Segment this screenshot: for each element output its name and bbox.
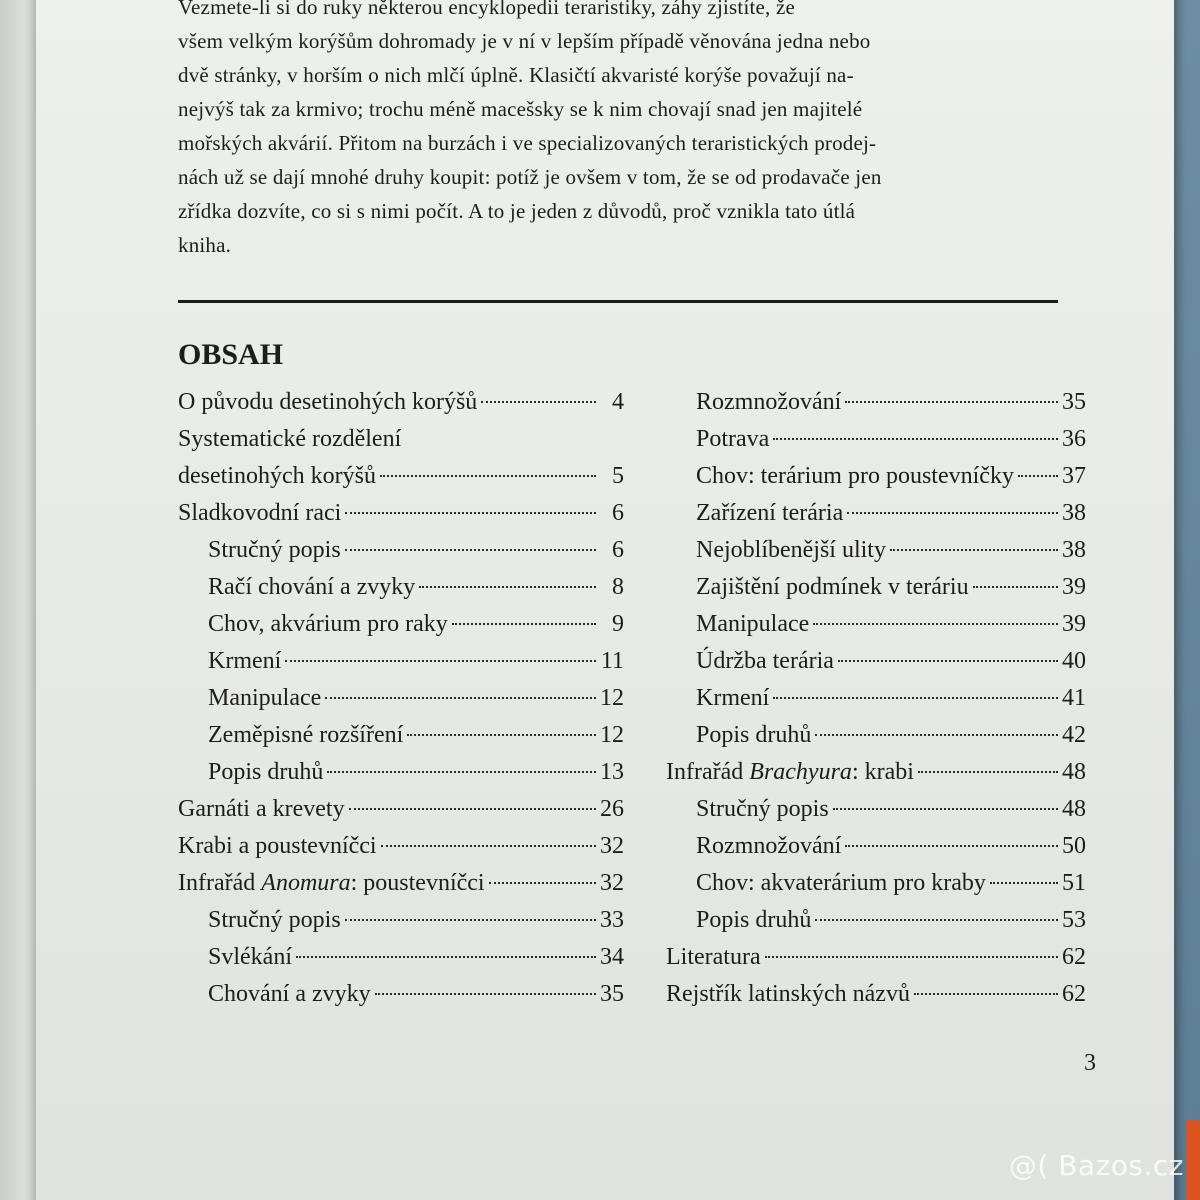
- intro-line: mořských akvárií. Přitom na burzách i ve specializovaných teraristických prodej-: [178, 131, 877, 155]
- toc-entry-title: Svlékání: [208, 944, 292, 970]
- toc-column-right: [666, 384, 1086, 1013]
- toc-page-number: 39: [1062, 611, 1086, 637]
- dot-leader: [914, 993, 1058, 995]
- dot-leader: [419, 586, 596, 588]
- toc-page-number: 40: [1062, 648, 1086, 674]
- toc-entry: [666, 680, 1086, 717]
- toc-entry-title: Rozmnožování: [696, 389, 842, 415]
- toc-page-number: 48: [1062, 759, 1086, 785]
- dot-leader: [375, 993, 596, 995]
- dot-leader: [296, 956, 596, 958]
- intro-line: nách už se dají mnohé druhy koupit: potíž je ovšem v tom, že se od prodavače jen: [178, 165, 882, 189]
- dot-leader: [381, 845, 596, 847]
- toc-entry: [666, 976, 1086, 1013]
- toc-entry-title: Popis druhů: [208, 759, 324, 785]
- toc-entry-title: Stručný popis: [208, 537, 341, 563]
- toc-entry: [178, 828, 624, 865]
- toc-page-number: 33: [600, 907, 624, 933]
- toc-entry: [178, 717, 624, 754]
- toc-entry-title: Zařízení terária: [696, 500, 844, 526]
- toc-entry-title: Stručný popis: [696, 796, 829, 822]
- dot-leader: [813, 623, 1058, 625]
- toc-entry: [666, 421, 1086, 458]
- toc-title-latin: Anomura: [261, 870, 351, 896]
- toc-entry-title: Manipulace: [208, 685, 322, 711]
- toc-page-number: 62: [1062, 944, 1086, 970]
- dot-leader: [773, 697, 1058, 699]
- toc-entry: [666, 754, 1086, 791]
- toc-entry: [666, 532, 1086, 569]
- toc-entry-title: Zajištění podmínek v teráriu: [696, 574, 969, 600]
- toc-page-number: 48: [1062, 796, 1086, 822]
- toc-title-prefix: Infrařád: [666, 759, 750, 785]
- intro-line: Vezmete-li si do ruky některou encyklopedii teraristiky, záhy zjistíte, že: [178, 0, 795, 19]
- toc-entry: [666, 495, 1086, 532]
- toc-page-number: 42: [1062, 722, 1086, 748]
- toc-entry-title: Krabi a poustevníčci: [178, 833, 377, 859]
- toc-entry-title: Garnáti a krevety: [178, 796, 345, 822]
- toc-entry: [178, 421, 624, 495]
- toc-entry-title: Rozmnožování: [696, 833, 842, 859]
- dot-leader: [349, 808, 596, 810]
- toc-page-number: 8: [612, 574, 624, 600]
- toc-page-number: 13: [600, 759, 624, 785]
- dot-leader: [815, 919, 1058, 921]
- toc-page-number: 53: [1062, 907, 1086, 933]
- dot-leader: [815, 734, 1058, 736]
- toc-entry: [666, 643, 1086, 680]
- toc-entry: [666, 717, 1086, 754]
- toc-page-number: 26: [600, 796, 624, 822]
- toc-entry-title: Chov: terárium pro poustevníčky: [696, 463, 1014, 489]
- dot-leader: [845, 401, 1058, 403]
- toc-entry: [666, 791, 1086, 828]
- toc-page-number: 50: [1062, 833, 1086, 859]
- dot-leader: [407, 734, 596, 736]
- toc-entry-title: Popis druhů: [696, 722, 812, 748]
- intro-line: dvě stránky, v horším o nich mlčí úplně. Klasičtí akvaristé korýše považují na-: [178, 63, 854, 87]
- toc-page-number: 35: [1062, 389, 1086, 415]
- toc-entry: [666, 569, 1086, 606]
- intro-line: zřídka dozvíte, co si s nimi počít. A to je jeden z důvodů, proč vznikla tato útlá: [178, 199, 856, 223]
- toc-entry: [666, 865, 1086, 902]
- toc-title-suffix: : krabi: [851, 759, 914, 785]
- toc-entry: [666, 939, 1086, 976]
- dot-leader: [918, 771, 1058, 773]
- dot-leader: [345, 549, 596, 551]
- page-number: 3: [1084, 1050, 1096, 1076]
- dot-leader: [833, 808, 1058, 810]
- toc-entry-title: Rejstřík latinských názvů: [666, 981, 910, 1007]
- dot-leader: [489, 882, 596, 884]
- toc-page-number: 9: [612, 611, 624, 637]
- toc-page-number: 37: [1062, 463, 1086, 489]
- toc-page-number: 62: [1062, 981, 1086, 1007]
- toc-page-number: 32: [600, 870, 624, 896]
- toc-entry-title: Zeměpisné rozšíření: [208, 722, 404, 748]
- toc-entry: [178, 680, 624, 717]
- toc-page-number: 38: [1062, 500, 1086, 526]
- toc-page-number: 11: [600, 648, 624, 674]
- toc-page-number: 6: [612, 500, 624, 526]
- toc-page-number: 41: [1062, 685, 1086, 711]
- toc-title-prefix: Infrařád: [178, 870, 262, 896]
- toc-entry-title: Sladkovodní raci: [178, 500, 342, 526]
- dot-leader: [345, 512, 596, 514]
- toc-page-number: 32: [600, 833, 624, 859]
- intro-line: kniha.: [178, 233, 232, 257]
- toc-entry-title: Krmení: [696, 685, 770, 711]
- dot-leader: [452, 623, 596, 625]
- toc-page-number: 12: [600, 685, 624, 711]
- toc-entry-title: Stručný popis: [208, 907, 341, 933]
- intro-line: nejvýš tak za krmivo; trochu méně macešsky se k nim chovají snad jen majitelé: [178, 97, 863, 121]
- dot-leader: [890, 549, 1058, 551]
- toc-entry-title: desetinohých korýšů: [178, 463, 376, 489]
- watermark: @( Bazos.cz: [1008, 1149, 1184, 1182]
- dot-leader: [325, 697, 596, 699]
- toc-entry: [178, 569, 624, 606]
- toc-entry-title: Chov, akvárium pro raky: [208, 611, 448, 637]
- toc-entry-title: Potrava: [696, 426, 770, 452]
- toc-title-latin: Brachyura: [749, 759, 852, 785]
- toc-page-number: 38: [1062, 537, 1086, 563]
- toc-page-number: 51: [1062, 870, 1086, 896]
- toc-page-number: 39: [1062, 574, 1086, 600]
- toc-entry-title: Literatura: [666, 944, 761, 970]
- toc-heading: OBSAH: [178, 338, 284, 371]
- toc-entry: [178, 902, 624, 939]
- dot-leader: [1018, 475, 1058, 477]
- toc-entry-title: Popis druhů: [696, 907, 812, 933]
- toc-entry: [178, 384, 624, 421]
- toc-entry: [178, 532, 624, 569]
- dot-leader: [838, 660, 1058, 662]
- toc-entry-title: Račí chování a zvyky: [208, 574, 416, 600]
- dot-leader: [345, 919, 596, 921]
- toc-entry: [178, 976, 624, 1013]
- dot-leader: [481, 401, 596, 403]
- toc-page-number: 36: [1062, 426, 1086, 452]
- toc-entry-title: Chov: akvaterárium pro kraby: [696, 870, 986, 896]
- toc-entry: [178, 791, 624, 828]
- toc-page-number: 4: [612, 389, 624, 415]
- intro-paragraph: [178, 0, 1058, 262]
- dot-leader: [380, 475, 596, 477]
- toc-title-suffix: : poustevníčci: [350, 870, 485, 896]
- orange-book-edge: [1186, 1120, 1200, 1200]
- toc-entry-title: Údržba terária: [696, 648, 834, 674]
- toc-page-number: 35: [600, 981, 624, 1007]
- toc-entry: [666, 606, 1086, 643]
- toc-entry-title: Chování a zvyky: [208, 981, 371, 1007]
- dot-leader: [973, 586, 1058, 588]
- toc-entry: [178, 495, 624, 532]
- toc-entry: [666, 458, 1086, 495]
- toc-entry-title-line: Systematické rozdělení: [178, 426, 402, 452]
- dot-leader: [773, 438, 1058, 440]
- toc-entry-title: [178, 865, 485, 902]
- toc-entry-title: O původu desetinohých korýšů: [178, 389, 478, 415]
- dot-leader: [285, 660, 596, 662]
- toc-entry-title: [666, 754, 914, 791]
- intro-line: všem velkým korýšům dohromady je v ní v lepším případě věnována jedna nebo: [178, 29, 871, 53]
- section-divider: [178, 300, 1058, 303]
- toc-column-left: [178, 384, 624, 1013]
- dot-leader: [845, 845, 1058, 847]
- toc-entry-title: Manipulace: [696, 611, 810, 637]
- toc-page-number: 34: [600, 944, 624, 970]
- toc-entry: [666, 384, 1086, 421]
- book-page: [36, 0, 1174, 1200]
- left-page-edge: [0, 0, 40, 1200]
- toc-entry-title: Krmení: [208, 648, 282, 674]
- toc-entry: [666, 828, 1086, 865]
- toc-entry-title: Nejoblíbenější ulity: [696, 537, 886, 563]
- toc-entry: [178, 939, 624, 976]
- toc-entry: [666, 902, 1086, 939]
- dot-leader: [765, 956, 1058, 958]
- toc-page-number: 12: [600, 722, 624, 748]
- toc-page-number: 5: [612, 463, 624, 489]
- toc-entry: [178, 754, 624, 791]
- dot-leader: [327, 771, 596, 773]
- dot-leader: [990, 882, 1058, 884]
- toc-page-number: 6: [612, 537, 624, 563]
- toc-entry: [178, 865, 624, 902]
- toc-entry: [178, 643, 624, 680]
- toc-entry: [178, 606, 624, 643]
- dot-leader: [847, 512, 1058, 514]
